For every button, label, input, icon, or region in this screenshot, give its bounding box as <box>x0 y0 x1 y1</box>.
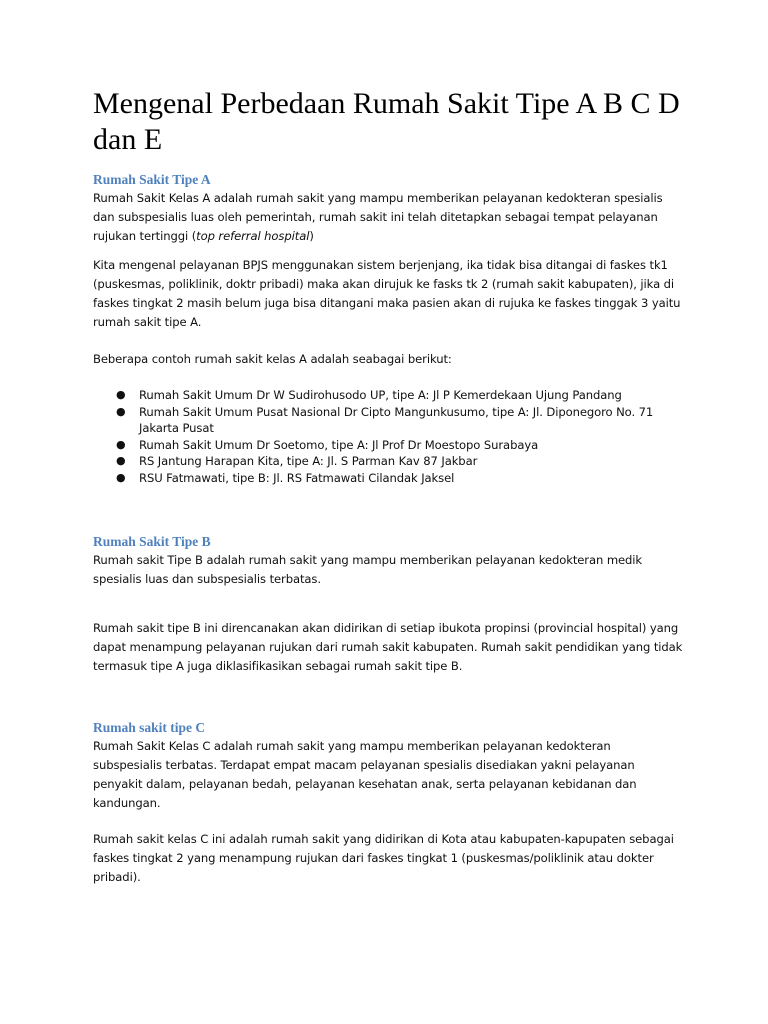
bullet-icon: ● <box>116 404 126 418</box>
section-heading-type-b: Rumah Sakit Tipe B <box>93 534 211 549</box>
bullet-icon: ● <box>116 437 126 451</box>
type-a-bpjs-paragraph: Kita mengenal pelayanan BPJS menggunakan sistem berjenjang, ika tidak bisa ditangai di faskes tk1 (puskesmas, poliklinik, doktr pribadi) maka akan dirujuk ke fasks tk 2 (rumah sakit kabupaten), jika di faskes tingkat 2 masih belum juga bisa ditangani maka pasien akan di rujuka ke faskes tinggak 3 yaitu rumah sakit tipe A. <box>93 258 681 329</box>
section-type-a-bpjs <box>93 256 683 332</box>
section-heading-type-a: Rumah Sakit Tipe A <box>93 172 211 187</box>
list-item <box>93 470 683 487</box>
type-a-definition-text: Rumah Sakit Kelas A adalah rumah sakit yang mampu memberikan pelayanan kedokteran spesialis dan subspesialis luas oleh pemerintah, rumah sakit ini telah ditetapkan sebagai tempat pelayanan rujukan tertinggi ( <box>93 191 663 243</box>
list-item-text: Rumah Sakit Umum Dr W Sudirohusodo UP, tipe A: Jl P Kemerdekaan Ujung Pandang <box>139 388 622 402</box>
section-type-a <box>93 170 683 246</box>
bullet-icon: ● <box>116 388 126 401</box>
list-item <box>93 404 683 437</box>
page-title: Mengenal Perbedaan Rumah Sakit Tipe A B C D dan E <box>93 87 680 156</box>
section-heading-type-c: Rumah sakit tipe C <box>93 720 206 735</box>
type-c-definition-paragraph: Rumah Sakit Kelas C adalah rumah sakit yang mampu memberikan pelayanan kedokteran subspesialis terbatas. Terdapat empat macam pelayanan spesialis disediakan yakni pelayanan penyakit dalam, pelayanan bedah, pelayanan kesehatan anak, serta pelayanan kebidanan dan kandungan. <box>93 739 637 810</box>
type-b-definition-paragraph: Rumah sakit Tipe B adalah rumah sakit yang mampu memberikan pelayanan kedokteran medik spesialis luas dan subspesialis terbatas. <box>93 553 643 586</box>
list-item-text: RS Jantung Harapan Kita, tipe A: Jl. S Parman Kav 87 Jakbar <box>139 454 478 468</box>
list-item <box>93 437 683 454</box>
section-type-c <box>93 718 683 813</box>
list-item <box>93 387 683 404</box>
section-type-c-detail <box>93 830 683 887</box>
type-a-definition-end: ) <box>309 229 314 243</box>
list-item-text: Rumah Sakit Umum Dr Soetomo, tipe A: Jl Prof Dr Moestopo Surabaya <box>139 437 539 452</box>
section-type-b-detail <box>93 619 683 676</box>
list-item <box>93 453 683 470</box>
list-item-text: Rumah Sakit Umum Pusat Nasional Dr Cipto Mangunkusumo, tipe A: Jl. Diponegoro No. 71 Jakarta Pusat <box>139 404 654 435</box>
section-type-b <box>93 532 683 589</box>
list-item-text: RSU Fatmawati, tipe B: Jl. RS Fatmawati Cilandak Jaksel <box>139 470 455 485</box>
bullet-icon: ● <box>116 454 126 467</box>
section-type-a-examples-intro <box>93 350 683 369</box>
type-a-definition-italic: top referral hospital <box>196 229 310 243</box>
type-a-examples-intro: Beberapa contoh rumah sakit kelas A adalah seabagai berikut: <box>93 352 452 366</box>
type-b-detail-paragraph: Rumah sakit tipe B ini direncanakan akan didirikan di setiap ibukota propinsi (provincial hospital) yang dapat menampung pelayanan rujukan dari rumah sakit kabupaten. Rumah sakit pendidikan yang tidak termasuk tipe A juga diklasifikasikan sebagai rumah sakit tipe B. <box>93 621 683 673</box>
hospital-example-list <box>93 387 683 486</box>
section-type-a-examples <box>93 387 683 486</box>
bullet-icon: ● <box>116 470 126 484</box>
type-a-definition-paragraph <box>93 189 683 246</box>
type-c-detail-paragraph: Rumah sakit kelas C ini adalah rumah sakit yang didirikan di Kota atau kabupaten-kapupaten sebagai faskes tingkat 2 yang menampung rujukan dari faskes tingkat 1 (puskesmas/poliklinik atau dokter pribadi). <box>93 832 674 884</box>
